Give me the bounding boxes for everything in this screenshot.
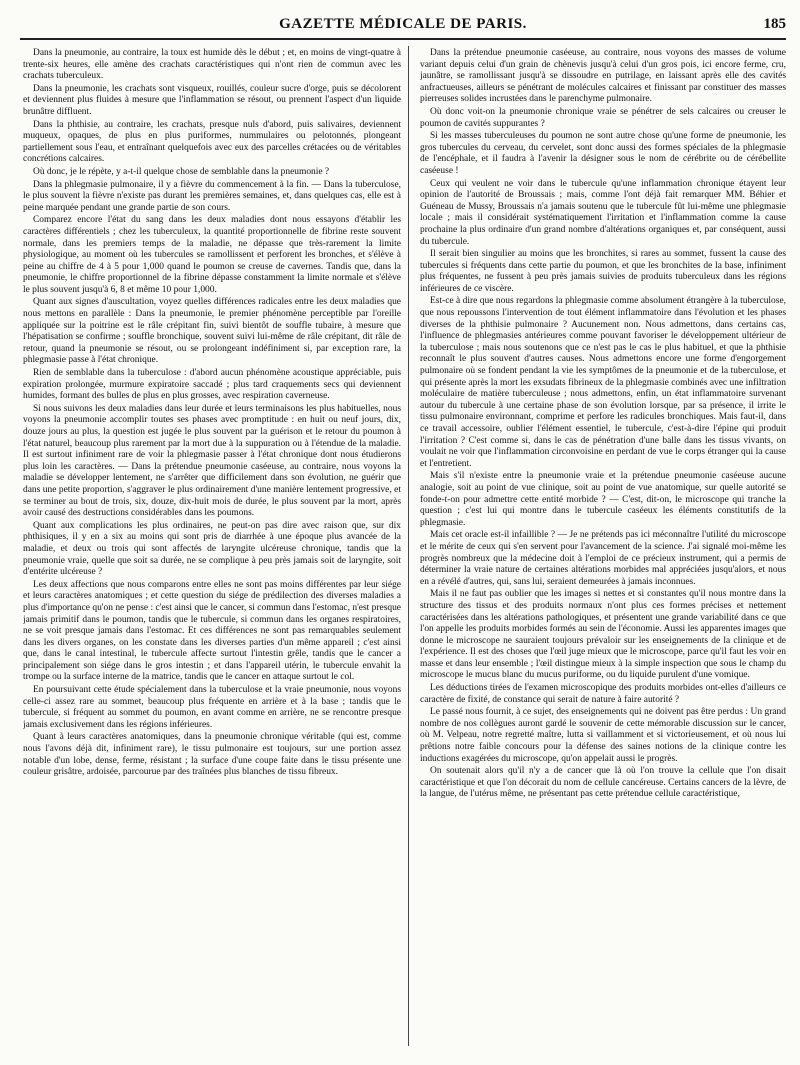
paragraph: Dans la phlegmasie pulmonaire, il y a fièvre du commencement à la fin. — Dans la tuberculose, le plus souvent la fièvre n'existe pas durant les premières semaines, et, dans quelques cas, elle est à peine marquée pendant une grande partie de son cours. [23,179,401,213]
right-column [420,48,786,1048]
paragraph: Le passé nous fournit, à ce sujet, des enseignements qui ne doivent pas être perdus : Un grand nombre de nos collègues auront gardé le souvenir de cette mémorable discussion sur le cancer, où M. Velpeau, notre regretté maître, lutta si vaillamment et si victorieusement, et où nous lui prêtions notre faible concours pour la défense des saines notions de la clinique contre les inductions exagérées du microscope, qu'on appelait aussi le progrès. [420,707,786,764]
paragraph: Les deux affections que nous comparons entre elles ne sont pas moins différentes par leur siége et leurs caractères anatomiques ; et cette question du siége de prédilection des diverses maladies a plus d'importance qu'on ne pense : c'est ainsi que le cancer, si commun dans l'estomac, n'est presque jamais primitif dans le poumon, tandis que le tubercule, si commun dans les organes respiratoires, ne se voit presque jamais dans l'estomac. Et ces différences ne sont pas remarquables seulement dans les divers organes, on les constate dans les diverses parties d'un même appareil ; c'est ainsi que, dans le canal intestinal, le tubercule affecte surtout l'intestin grêle, tandis que le cancer a principalement son siége dans le gros intestin ; et dans l'appareil utérin, le tubercule envahit la trompe ou la surface interne de la matrice, tandis que le cancer en attaque surtout le col. [23,579,401,683]
paragraph: Ceux qui veulent ne voir dans le tubercule qu'une inflammation chronique étayent leur opinion de l'autorité de Broussais ; mais, comme l'ont déjà fait remarquer MM. Béhier et Guéneau de Mussy, Broussais n'a jamais soutenu que le tubercule fût lui-même une phlegmasie locale ; mais il considérait systématiquement l'irritation et l'inflammation comme la cause prochaine la plus ordinaire d'un grand nombre d'altérations organiques et, par conséquent, aussi du tubercule. [420,178,786,247]
paragraph: Quant à leurs caractères anatomiques, dans la pneumonie chronique véritable (qui est, comme nous l'avons déjà dit, infiniment rare), le tissu pulmonaire est toujours, sur une portion assez notable d'un lobe, dense, ferme, résistant ; la surface d'une coupe faite dans le tissu présente une couleur grisâtre, ardoisée, parcourue par des traînées plus blanches de tissu fibreux. [23,732,401,778]
paragraph: Si les masses tuberculeuses du poumon ne sont autre chose qu'une forme de pneumonie, les gros tubercules du cerveau, du cervelet, sont donc aussi des formes spéciales de la phlegmasie de l'encéphale, et il faudra à l'avenir la désigner sous le nom de cérébrite ou de cérébellite caséeuse ! [420,131,786,176]
column-divider [408,46,409,1046]
paragraph: Si nous suivons les deux maladies dans leur durée et leurs terminaisons les plus habituelles, nous voyons la pneumonie accomplir toutes ses phases avec promptitude : en huit ou neuf jours, dix, douze jours au plus, la question est jugée le plus souvent par la guérison et le retour du poumon à l'état naturel, beaucoup plus rarement par la mort due à la suppuration ou à l'étendue de la maladie. Il est surtout infiniment rare de voir la phlegmasie passer à l'état chronique dont nous étudierons plus loin les caractères. — Dans la prétendue pneumonie caséeuse, au contraire, nous voyons la maladie se développer lentement, ne s'arrêter que difficilement dans son évolution, ne guérir que dans une petite proportion, s'aggraver le plus ordinairement d'une manière lentement progressive, et se terminer au bout de trois, six, douze, dix-huit mois de durée, le plus souvent par la mort, après avoir causé des destructions considérables dans les poumons. [23,403,401,519]
paragraph: Dans la prétendue pneumonie caséeuse, au contraire, nous voyons des masses de volume variant depuis celui d'un grain de chènevis jusqu'à celui d'un gros pois, ici encore ferme, cru, jaunâtre, se ramollissant jusqu'à se dissoudre en putrilage, en laissant après elle des cavités anfractueuses, ailleurs se pénétrant de molécules calcaires et finissant par constituer des masses pierreuses solides incrustées dans le parenchyme pulmonaire. [420,48,786,105]
paragraph: Dans la pneumonie, au contraire, la toux est humide dès le début ; et, en moins de vingt-quatre à trente-six heures, elle amène des crachats caractéristiques qui n'ont rien de commun avec les crachats tuberculeux. [23,48,401,82]
left-column [23,48,401,1048]
paragraph: Quant aux signes d'auscultation, voyez quelles différences radicales entre les deux maladies que nous mettons en parallèle : Dans la pneumonie, le premier phénomène perceptible par l'oreille appliquée sur la poitrine est le râle crépitant fin, suivi bientôt de souffle tubaire, à mesure que l'hépatisation se confirme ; souffle bronchique, souvent suivi lui-même de râle crépitant, dit râle de retour, quand la pneumonie se résout, ou se prolongeant indéfiniment si, par exception rare, la phlegmasie passe à l'état chronique. [23,297,401,366]
paragraph: Il serait bien singulier au moins que les bronchites, si rares au sommet, fussent la cause des tubercules si fréquents dans cette partie du poumon, et que les bronchites de la base, infiniment plus fréquentes, ne fussent à peu près jamais suivies de produits tuberculeux dans les régions inférieures de ce viscère. [420,249,786,294]
paragraph: Comparez encore l'état du sang dans les deux maladies dont nous essayons d'établir les caractères différentiels ; chez les tuberculeux, la quantité proportionnelle de fibrine reste souvent normale, dans les premiers temps de la maladie, ne dépasse que très-rarement la limite physiologique, au moment où les tubercules se ramollissent et perforent les bronches, et s'élève à peine au chiffre de 4 à 5 pour 1,000 quand le poumon se creuse de cavernes. Tandis que, dans la pneumonie, le chiffre proportionnel de la fibrine dépasse constamment la limite normale et s'élève le plus souvent jusqu'à 6, 8 et même 10 pour 1,000. [23,215,401,295]
paragraph: On soutenait alors qu'il n'y a de cancer que là où l'on trouve la cellule que l'on disait caractéristique et que l'on décorait du nom de cellule cancéreuse. Certains cancers de la lèvre, de la langue, de l'utérus même, ne présentant pas cette prétendue cellule caractéristique, [420,766,786,800]
page-header [20,16,786,36]
paragraph: Dans la phthisie, au contraire, les crachats, presque nuls d'abord, puis salivaires, deviennent muqueux, opaques, de plus en plus puriformes, nummulaires ou pelotonnés, plongeant partiellement sous l'eau, et entraînant quelquefois avec eux des parcelles crétacées ou de véritables concrétions calcaires. [23,119,401,165]
header-rule [20,38,786,40]
paragraph: Où donc voit-on la pneumonie chronique vraie se pénétrer de sels calcaires ou creuser le poumon de cavités suppurantes ? [420,106,786,129]
journal-title: GAZETTE MÉDICALE DE PARIS. [279,16,527,32]
paragraph: Mais s'il n'existe entre la pneumonie vraie et la prétendue pneumonie caséeuse aucune analogie, soit au point de vue clinique, soit au point de vue anatomique, sur quelle autorité se fonde-t-on pour admettre cette entité morbide ? — C'est, dit-on, le microscope qui tranche la question ; c'est lui qui montre dans le tubercule caséeux les éléments constitutifs de la phlegmasie. [420,471,786,528]
page-number: 185 [763,16,786,32]
paragraph: Où donc, je le répète, y a-t-il quelque chose de semblable dans la pneumonie ? [33,166,330,177]
paragraph: Mais cet oracle est-il infaillible ? — Je ne prétends pas ici méconnaître l'utilité du microscope et le mérite de ceux qui s'en servent pour l'avancement de la science. J'ai signalé moi-même les progrès nombreux que la médecine doit à l'emploi de ce précieux instrument, qui a permis de déterminer la vraie nature de certaines altérations morbides mal appréciées jusqu'alors, et nous en a révélé d'autres, qui, sans lui, seraient demeurées à jamais inconnues. [420,530,786,587]
paragraph: Les déductions tirées de l'examen microscopique des produits morbides ont-elles d'ailleurs ce caractère de fixité, de constance qui serait de nature à faire autorité ? [420,683,786,705]
paragraph: En poursuivant cette étude spécialement dans la tuberculose et la vraie pneumonie, nous voyons celle-ci assez rare au sommet, beaucoup plus fréquente en arrière et à la base ; tandis que le tubercule, si fréquent au sommet du poumon, en avant comme en arrière, ne se rencontre presque jamais exclusivement dans les régions inférieures. [23,685,401,730]
paragraph: Est-ce à dire que nous regardons la phlegmasie comme absolument étrangère à la tuberculose, que nous repoussons l'intervention de tout élément inflammatoire dans l'évolution et les phases diverses de la phthisie pulmonaire ? Aucunement non. Nous admettons, dans certains cas, l'influence de phlegmasies antérieures comme pouvant favoriser le développement ultérieur de la tuberculose ; mais nous soutenons que ce n'est pas le cas le plus habituel, et que la phthisie reconnaît le plus souvent d'autres causes. Nous admettons encore une forme d'engorgement pulmonaire où se fondent pendant la vie les symptômes de la pneumonie et de la tuberculose, et qui présente après la mort les exsudats fibrineux de la phlegmasie combinés avec une infiltration moléculaire de matière tuberculeuse ; nous admettons, enfin, un état inflammatoire survenant autour du tubercule à une certaine phase de son évolution lorsque, par sa présence, il irrite le tissu pulmonaire environnant, comprime et perfore les radicules bronchiques. Mais faut-il, dans ce travail accessoire, oublier l'élément essentiel, le tubercule, c'est-à-dire l'épine qui produit l'irritation ? C'est comme si, dans le cas de pénétration d'une balle dans les tissus vivants, on voulait ne voir que l'inflammation circonvoisine en perdant de vue le corps étranger qui la cause et l'entretient. [420,296,786,469]
paragraph: Mais il ne faut pas oublier que les images si nettes et si constantes qu'il nous montre dans la structure des tissus et des produits normaux n'ont plus ces formes précises et nettement caractérisées dans les altérations pathologiques, et présentent une grande variabilité dans ce que l'on appelle les produits morbides formés au sein de l'économie. Aussi les apparentes images que donne le microscope ne sauraient toujours prévaloir sur les enseignements de la clinique et de l'expérience. Il est des choses que l'œil juge mieux que le microscope, parce qu'il faut les voir en masse et dans leur ensemble ; l'œil distingue mieux à la simple inspection que sous le champ du microscope le mucus blanc du mucus puriforme, ou du liquide purulent d'une vomique. [420,589,786,681]
paragraph: Dans la pneumonie, les crachats sont visqueux, rouillés, couleur sucre d'orge, puis se décolorent et deviennent plus fluides à mesure que l'inflammation se résout, ou prennent l'aspect d'un liquide brunâtre diffluent. [23,83,401,117]
paragraph: Rien de semblable dans la tuberculose : d'abord aucun phénomène acoustique appréciable, puis expiration prolongée, murmure expiratoire saccadé ; plus tard craquements secs qui deviennent humides, formant des bulles de plus en plus grosses, avec respiration caverneuse. [23,368,401,402]
paragraph: Quant aux complications les plus ordinaires, ne peut-on pas dire avec raison que, sur dix phthisiques, il y en a six au moins qui sont pris de diarrhée à une époque plus avancée de la maladie, et deux ou trois qui sont affectés de laryngite ulcéreuse chronique, tandis que la pneumonie vraie, quelle que soit sa durée, ne se complique à peu près jamais soit de laryngite, soit d'entérite ulcéreuse ? [23,520,401,578]
